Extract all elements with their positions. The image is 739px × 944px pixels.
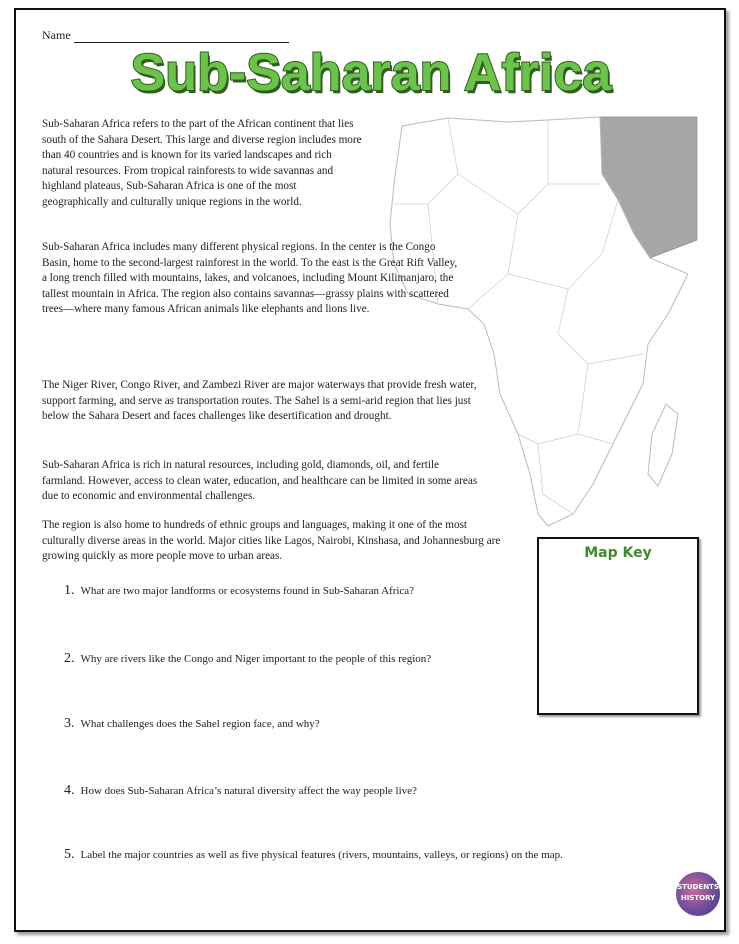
- culture-paragraph: The region is also home to hundreds of ethnic groups and languages, making it one of the most culturally diverse areas in the world. Major cities like Lagos, Nairobi, Kinshasa, and Johannesburg are growing quickly as more people move to urban areas.: [42, 519, 501, 563]
- madagascar: [648, 404, 678, 486]
- map-key-title: Map Key: [584, 545, 652, 561]
- rivers-paragraph: The Niger River, Congo River, and Zambezi River are major waterways that provide fresh water, support farming, and serve as transportation routes. The Sahel is a semi-arid region that lies just below the Sahara Desert and faces challenges like desertification and drought.: [42, 379, 477, 423]
- question-2: 2. Why are rivers like the Congo and Niger important to the people of this region?: [64, 651, 432, 666]
- map-key-box: [537, 537, 699, 715]
- question-3: 3. What challenges does the Sahel region face, and why?: [64, 716, 320, 731]
- question-4: 4. How does Sub-Saharan Africa’s natural diversity affect the way people live?: [64, 783, 417, 798]
- question-1: 1. What are two major landforms or ecosystems found in Sub-Saharan Africa?: [64, 583, 415, 598]
- intro-paragraph: Sub-Saharan Africa refers to the part of the African continent that lies south of the Sahara Desert. This large and diverse region includes more than 40 countries and is known for its varied landscapes and rich natural resources. From tropical rainforests to wide savannas and highland plateaus, Sub-Saharan Africa is one of the most geographically and culturally unique regions in the world.: [42, 118, 362, 208]
- students-of-history-logo: STUDENTS HISTORY: [676, 872, 720, 916]
- name-label: Name: [42, 28, 71, 42]
- resources-paragraph: Sub-Saharan Africa is rich in natural resources, including gold, diamonds, oil, and fertile farmland. However, access to clean water, education, and healthcare can be limited in some areas due to economic and environmental challenges.: [42, 459, 478, 503]
- physical-regions-paragraph: Sub-Saharan Africa includes many different physical regions. In the center is the Congo Basin, home to the second-largest rainforest in the world. To the east is the Great Rift Valley, a long trench filled with mountains, lakes, and volcanoes, including Mount Kilimanjaro, the tallest mountain in Africa. The region also contains savannas—grassy plains with scattered trees—where many famous African animals like elephants and lions live.: [42, 241, 458, 316]
- worksheet-title: Sub-Saharan Africa: [130, 44, 612, 102]
- name-field[interactable]: [42, 28, 289, 43]
- question-5: 5. Label the major countries as well as five physical features (rivers, mountains, valleys, or regions) on the map.: [64, 847, 563, 862]
